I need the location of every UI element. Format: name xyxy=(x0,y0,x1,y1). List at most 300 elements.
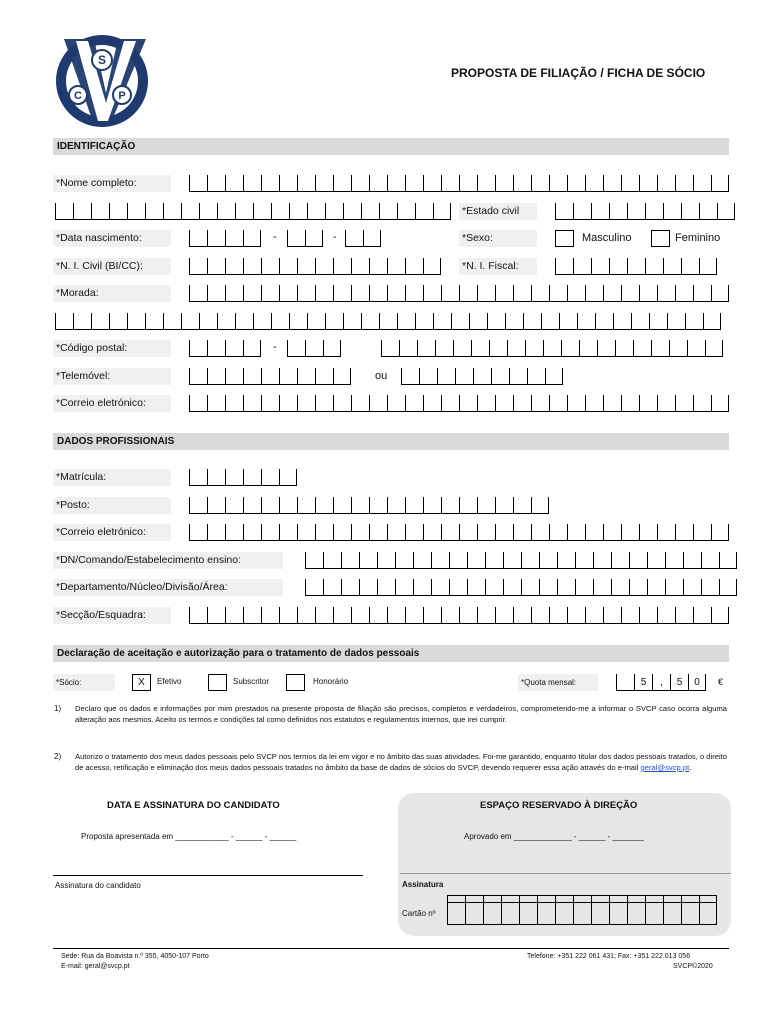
char-cell[interactable] xyxy=(333,395,351,412)
char-cell[interactable] xyxy=(473,368,491,385)
char-cell[interactable] xyxy=(323,552,341,569)
char-cell[interactable] xyxy=(225,175,243,192)
char-cell[interactable] xyxy=(459,395,477,412)
char-cell[interactable] xyxy=(289,313,307,330)
input-morada-1[interactable] xyxy=(189,285,729,302)
char-cell[interactable] xyxy=(297,175,315,192)
char-cell[interactable] xyxy=(225,258,243,275)
char-cell[interactable] xyxy=(279,368,297,385)
char-cell[interactable] xyxy=(549,607,567,624)
input-cp-1[interactable] xyxy=(189,340,261,357)
checkbox-subscritor[interactable] xyxy=(208,674,227,691)
char-cell[interactable] xyxy=(531,524,549,541)
char-cell[interactable] xyxy=(531,497,549,514)
char-cell[interactable] xyxy=(289,203,307,220)
char-cell[interactable] xyxy=(351,607,369,624)
cartao-cell[interactable] xyxy=(501,895,519,903)
cartao-cell[interactable] xyxy=(591,895,609,903)
char-cell[interactable] xyxy=(305,340,323,357)
char-cell[interactable] xyxy=(377,552,395,569)
char-cell[interactable] xyxy=(719,579,737,596)
char-cell[interactable] xyxy=(351,524,369,541)
char-cell[interactable] xyxy=(567,607,585,624)
char-cell[interactable] xyxy=(145,203,163,220)
char-cell[interactable] xyxy=(145,313,163,330)
char-cell[interactable] xyxy=(397,313,415,330)
char-cell[interactable] xyxy=(261,469,279,486)
char-cell[interactable] xyxy=(279,285,297,302)
input-prof-email[interactable] xyxy=(189,524,729,541)
char-cell[interactable] xyxy=(207,285,225,302)
input-telemovel-1[interactable] xyxy=(189,368,351,385)
char-cell[interactable] xyxy=(543,340,561,357)
char-cell[interactable] xyxy=(243,368,261,385)
char-cell[interactable] xyxy=(333,258,351,275)
char-cell[interactable] xyxy=(387,524,405,541)
char-cell[interactable] xyxy=(629,552,647,569)
char-cell[interactable] xyxy=(243,524,261,541)
char-cell[interactable] xyxy=(287,340,305,357)
char-cell[interactable] xyxy=(621,175,639,192)
char-cell[interactable] xyxy=(315,258,333,275)
char-cell[interactable] xyxy=(243,230,261,247)
char-cell[interactable] xyxy=(675,175,693,192)
char-cell[interactable] xyxy=(627,258,645,275)
cartao-cell[interactable] xyxy=(591,903,609,925)
char-cell[interactable] xyxy=(297,368,315,385)
char-cell[interactable] xyxy=(531,285,549,302)
char-cell[interactable] xyxy=(495,175,513,192)
char-cell[interactable] xyxy=(235,313,253,330)
char-cell[interactable] xyxy=(703,313,721,330)
char-cell[interactable] xyxy=(279,175,297,192)
char-cell[interactable] xyxy=(189,175,207,192)
char-cell[interactable] xyxy=(307,313,325,330)
input-seccao[interactable] xyxy=(189,607,729,624)
char-cell[interactable] xyxy=(639,524,657,541)
char-cell[interactable] xyxy=(693,524,711,541)
char-cell[interactable] xyxy=(279,497,297,514)
char-cell[interactable] xyxy=(387,497,405,514)
char-cell[interactable] xyxy=(611,552,629,569)
char-cell[interactable] xyxy=(369,497,387,514)
char-cell[interactable] xyxy=(593,552,611,569)
char-cell[interactable] xyxy=(423,395,441,412)
char-cell[interactable] xyxy=(477,524,495,541)
char-cell[interactable] xyxy=(217,203,235,220)
char-cell[interactable] xyxy=(451,313,469,330)
char-cell[interactable] xyxy=(399,340,417,357)
char-cell[interactable] xyxy=(459,607,477,624)
char-cell[interactable] xyxy=(91,313,109,330)
char-cell[interactable] xyxy=(621,395,639,412)
char-cell[interactable] xyxy=(243,497,261,514)
char-cell[interactable] xyxy=(449,552,467,569)
char-cell[interactable] xyxy=(325,313,343,330)
char-cell[interactable] xyxy=(243,175,261,192)
char-cell[interactable] xyxy=(297,395,315,412)
char-cell[interactable] xyxy=(615,340,633,357)
char-cell[interactable] xyxy=(343,203,361,220)
char-cell[interactable] xyxy=(271,203,289,220)
char-cell[interactable] xyxy=(433,203,451,220)
char-cell[interactable] xyxy=(699,203,717,220)
cartao-cell[interactable] xyxy=(447,903,465,925)
char-cell[interactable] xyxy=(351,175,369,192)
char-cell[interactable] xyxy=(189,368,207,385)
input-departamento[interactable] xyxy=(305,579,737,596)
char-cell[interactable] xyxy=(513,524,531,541)
char-cell[interactable] xyxy=(459,497,477,514)
char-cell[interactable] xyxy=(413,552,431,569)
char-cell[interactable] xyxy=(297,607,315,624)
char-cell[interactable] xyxy=(363,230,381,247)
char-cell[interactable] xyxy=(719,552,737,569)
char-cell[interactable] xyxy=(705,340,723,357)
cartao-cell[interactable] xyxy=(573,895,591,903)
cartao-cell[interactable] xyxy=(681,895,699,903)
char-cell[interactable] xyxy=(297,524,315,541)
char-cell[interactable] xyxy=(593,579,611,596)
char-cell[interactable] xyxy=(513,607,531,624)
char-cell[interactable] xyxy=(649,313,667,330)
char-cell[interactable] xyxy=(683,552,701,569)
input-telemovel-2[interactable] xyxy=(401,368,563,385)
char-cell[interactable] xyxy=(711,175,729,192)
char-cell[interactable] xyxy=(261,395,279,412)
char-cell[interactable] xyxy=(453,340,471,357)
cartao-cell[interactable] xyxy=(609,895,627,903)
char-cell[interactable] xyxy=(597,340,615,357)
char-cell[interactable] xyxy=(405,395,423,412)
char-cell[interactable] xyxy=(417,340,435,357)
char-cell[interactable] xyxy=(699,258,717,275)
input-nascimento-dia[interactable] xyxy=(189,230,261,247)
char-cell[interactable] xyxy=(189,524,207,541)
char-cell[interactable] xyxy=(693,285,711,302)
char-cell[interactable] xyxy=(491,368,509,385)
char-cell[interactable] xyxy=(471,340,489,357)
char-cell[interactable] xyxy=(591,203,609,220)
char-cell[interactable] xyxy=(711,285,729,302)
char-cell[interactable] xyxy=(297,497,315,514)
char-cell[interactable] xyxy=(55,203,73,220)
char-cell[interactable] xyxy=(693,175,711,192)
char-cell[interactable] xyxy=(225,524,243,541)
cartao-cell[interactable] xyxy=(465,895,483,903)
char-cell[interactable] xyxy=(225,497,243,514)
char-cell[interactable] xyxy=(225,395,243,412)
cartao-cell[interactable] xyxy=(501,903,519,925)
char-cell[interactable] xyxy=(657,524,675,541)
char-cell[interactable] xyxy=(603,395,621,412)
input-email[interactable] xyxy=(189,395,729,412)
char-cell[interactable] xyxy=(423,497,441,514)
char-cell[interactable] xyxy=(647,552,665,569)
char-cell[interactable] xyxy=(207,469,225,486)
char-cell[interactable] xyxy=(441,497,459,514)
char-cell[interactable] xyxy=(225,230,243,247)
char-cell[interactable] xyxy=(207,395,225,412)
char-cell[interactable] xyxy=(603,285,621,302)
char-cell[interactable] xyxy=(567,524,585,541)
char-cell[interactable] xyxy=(441,395,459,412)
char-cell[interactable] xyxy=(351,258,369,275)
char-cell[interactable] xyxy=(261,497,279,514)
char-cell[interactable] xyxy=(387,395,405,412)
cartao-cell[interactable] xyxy=(573,903,591,925)
char-cell[interactable] xyxy=(441,607,459,624)
char-cell[interactable] xyxy=(495,524,513,541)
char-cell[interactable] xyxy=(189,340,207,357)
char-cell[interactable] xyxy=(315,607,333,624)
char-cell[interactable] xyxy=(495,285,513,302)
char-cell[interactable] xyxy=(405,175,423,192)
char-cell[interactable] xyxy=(235,203,253,220)
cartao-cell[interactable] xyxy=(627,895,645,903)
char-cell[interactable] xyxy=(555,203,573,220)
char-cell[interactable] xyxy=(217,313,235,330)
input-localidade[interactable] xyxy=(381,340,723,357)
char-cell[interactable] xyxy=(485,579,503,596)
char-cell[interactable] xyxy=(639,395,657,412)
char-cell[interactable] xyxy=(657,175,675,192)
char-cell[interactable] xyxy=(109,203,127,220)
char-cell[interactable] xyxy=(243,340,261,357)
char-cell[interactable] xyxy=(487,313,505,330)
char-cell[interactable] xyxy=(555,258,573,275)
char-cell[interactable] xyxy=(207,340,225,357)
char-cell[interactable] xyxy=(459,175,477,192)
char-cell[interactable] xyxy=(305,230,323,247)
char-cell[interactable] xyxy=(405,285,423,302)
char-cell[interactable] xyxy=(369,395,387,412)
char-cell[interactable] xyxy=(459,524,477,541)
cartao-cell[interactable] xyxy=(537,895,555,903)
char-cell[interactable] xyxy=(675,524,693,541)
cartao-cell[interactable] xyxy=(519,895,537,903)
char-cell[interactable] xyxy=(579,340,597,357)
char-cell[interactable] xyxy=(585,175,603,192)
input-nic[interactable] xyxy=(189,258,441,275)
char-cell[interactable] xyxy=(485,552,503,569)
char-cell[interactable] xyxy=(559,313,577,330)
char-cell[interactable] xyxy=(459,285,477,302)
char-cell[interactable] xyxy=(505,313,523,330)
char-cell[interactable] xyxy=(549,285,567,302)
char-cell[interactable] xyxy=(381,340,399,357)
char-cell[interactable] xyxy=(305,579,323,596)
item2-email-link[interactable]: geral@svcp.pt xyxy=(640,763,690,772)
char-cell[interactable] xyxy=(693,607,711,624)
cartao-cell[interactable] xyxy=(465,903,483,925)
char-cell[interactable] xyxy=(549,395,567,412)
char-cell[interactable] xyxy=(675,285,693,302)
char-cell[interactable] xyxy=(531,607,549,624)
char-cell[interactable] xyxy=(253,313,271,330)
char-cell[interactable] xyxy=(575,579,593,596)
char-cell[interactable] xyxy=(573,203,591,220)
char-cell[interactable] xyxy=(315,497,333,514)
char-cell[interactable] xyxy=(243,469,261,486)
char-cell[interactable] xyxy=(513,285,531,302)
char-cell[interactable] xyxy=(351,395,369,412)
char-cell[interactable] xyxy=(657,285,675,302)
char-cell[interactable] xyxy=(315,395,333,412)
char-cell[interactable] xyxy=(163,313,181,330)
char-cell[interactable] xyxy=(557,552,575,569)
char-cell[interactable] xyxy=(109,313,127,330)
char-cell[interactable] xyxy=(369,258,387,275)
char-cell[interactable] xyxy=(647,579,665,596)
cartao-cell[interactable] xyxy=(645,903,663,925)
char-cell[interactable] xyxy=(541,313,559,330)
char-cell[interactable] xyxy=(73,313,91,330)
char-cell[interactable] xyxy=(279,258,297,275)
char-cell[interactable] xyxy=(681,258,699,275)
char-cell[interactable] xyxy=(243,258,261,275)
char-cell[interactable] xyxy=(55,313,73,330)
char-cell[interactable] xyxy=(477,285,495,302)
char-cell[interactable] xyxy=(333,524,351,541)
char-cell[interactable] xyxy=(315,368,333,385)
char-cell[interactable] xyxy=(189,395,207,412)
char-cell[interactable] xyxy=(225,340,243,357)
cartao-cell[interactable] xyxy=(483,903,501,925)
char-cell[interactable] xyxy=(531,395,549,412)
char-cell[interactable] xyxy=(423,258,441,275)
checkbox-honorario[interactable] xyxy=(286,674,305,691)
char-cell[interactable] xyxy=(477,175,495,192)
char-cell[interactable] xyxy=(359,552,377,569)
char-cell[interactable] xyxy=(639,175,657,192)
char-cell[interactable] xyxy=(507,340,525,357)
char-cell[interactable] xyxy=(261,258,279,275)
char-cell[interactable] xyxy=(181,313,199,330)
char-cell[interactable] xyxy=(207,230,225,247)
char-cell[interactable] xyxy=(651,340,669,357)
cartao-cell[interactable] xyxy=(663,895,681,903)
char-cell[interactable] xyxy=(199,313,217,330)
char-cell[interactable] xyxy=(525,340,543,357)
char-cell[interactable] xyxy=(415,313,433,330)
char-cell[interactable] xyxy=(207,524,225,541)
char-cell[interactable] xyxy=(199,203,217,220)
char-cell[interactable] xyxy=(503,579,521,596)
char-cell[interactable] xyxy=(591,258,609,275)
char-cell[interactable] xyxy=(333,368,351,385)
checkbox-masculino[interactable] xyxy=(555,230,574,247)
char-cell[interactable] xyxy=(611,579,629,596)
char-cell[interactable] xyxy=(315,175,333,192)
char-cell[interactable] xyxy=(333,285,351,302)
char-cell[interactable] xyxy=(495,607,513,624)
char-cell[interactable] xyxy=(595,313,613,330)
char-cell[interactable] xyxy=(279,524,297,541)
char-cell[interactable] xyxy=(455,368,473,385)
char-cell[interactable] xyxy=(377,579,395,596)
char-cell[interactable] xyxy=(631,313,649,330)
char-cell[interactable] xyxy=(189,285,207,302)
char-cell[interactable] xyxy=(423,607,441,624)
char-cell[interactable] xyxy=(567,285,585,302)
char-cell[interactable] xyxy=(621,524,639,541)
char-cell[interactable] xyxy=(315,285,333,302)
char-cell[interactable] xyxy=(181,203,199,220)
char-cell[interactable] xyxy=(207,607,225,624)
cartao-cell[interactable] xyxy=(537,903,555,925)
char-cell[interactable] xyxy=(657,395,675,412)
char-cell[interactable] xyxy=(521,579,539,596)
char-cell[interactable] xyxy=(361,203,379,220)
char-cell[interactable] xyxy=(433,313,451,330)
char-cell[interactable] xyxy=(613,313,631,330)
char-cell[interactable] xyxy=(207,368,225,385)
char-cell[interactable] xyxy=(585,395,603,412)
char-cell[interactable] xyxy=(687,340,705,357)
char-cell[interactable] xyxy=(423,285,441,302)
char-cell[interactable] xyxy=(395,552,413,569)
char-cell[interactable] xyxy=(441,285,459,302)
input-nascimento-mes[interactable] xyxy=(287,230,323,247)
cartao-cell[interactable] xyxy=(483,895,501,903)
char-cell[interactable] xyxy=(441,524,459,541)
input-quota[interactable] xyxy=(616,674,706,691)
char-cell[interactable] xyxy=(711,395,729,412)
char-cell[interactable] xyxy=(657,607,675,624)
char-cell[interactable] xyxy=(539,579,557,596)
char-cell[interactable] xyxy=(585,285,603,302)
char-cell[interactable] xyxy=(477,497,495,514)
char-cell[interactable] xyxy=(405,258,423,275)
char-cell[interactable] xyxy=(711,607,729,624)
char-cell[interactable] xyxy=(189,497,207,514)
char-cell[interactable] xyxy=(557,579,575,596)
char-cell[interactable] xyxy=(379,203,397,220)
char-cell[interactable] xyxy=(609,203,627,220)
char-cell[interactable] xyxy=(189,607,207,624)
char-cell[interactable] xyxy=(627,203,645,220)
char-cell[interactable] xyxy=(431,579,449,596)
char-cell[interactable] xyxy=(189,258,207,275)
char-cell[interactable] xyxy=(333,497,351,514)
char-cell[interactable] xyxy=(225,368,243,385)
char-cell[interactable] xyxy=(351,497,369,514)
char-cell[interactable] xyxy=(469,313,487,330)
char-cell[interactable] xyxy=(315,524,333,541)
char-cell[interactable] xyxy=(477,395,495,412)
char-cell[interactable] xyxy=(323,579,341,596)
char-cell[interactable] xyxy=(513,497,531,514)
char-cell[interactable] xyxy=(387,607,405,624)
char-cell[interactable] xyxy=(509,368,527,385)
char-cell[interactable] xyxy=(127,313,145,330)
char-cell[interactable] xyxy=(675,607,693,624)
char-cell[interactable] xyxy=(253,203,271,220)
char-cell[interactable] xyxy=(323,340,341,357)
char-cell[interactable] xyxy=(387,258,405,275)
char-cell[interactable] xyxy=(639,607,657,624)
char-cell[interactable] xyxy=(575,552,593,569)
char-cell[interactable] xyxy=(343,313,361,330)
char-cell[interactable] xyxy=(663,203,681,220)
input-cp-2[interactable] xyxy=(287,340,341,357)
cartao-cell[interactable] xyxy=(519,903,537,925)
char-cell[interactable] xyxy=(449,579,467,596)
char-cell[interactable] xyxy=(431,552,449,569)
cartao-input[interactable] xyxy=(447,895,717,925)
char-cell[interactable] xyxy=(521,552,539,569)
